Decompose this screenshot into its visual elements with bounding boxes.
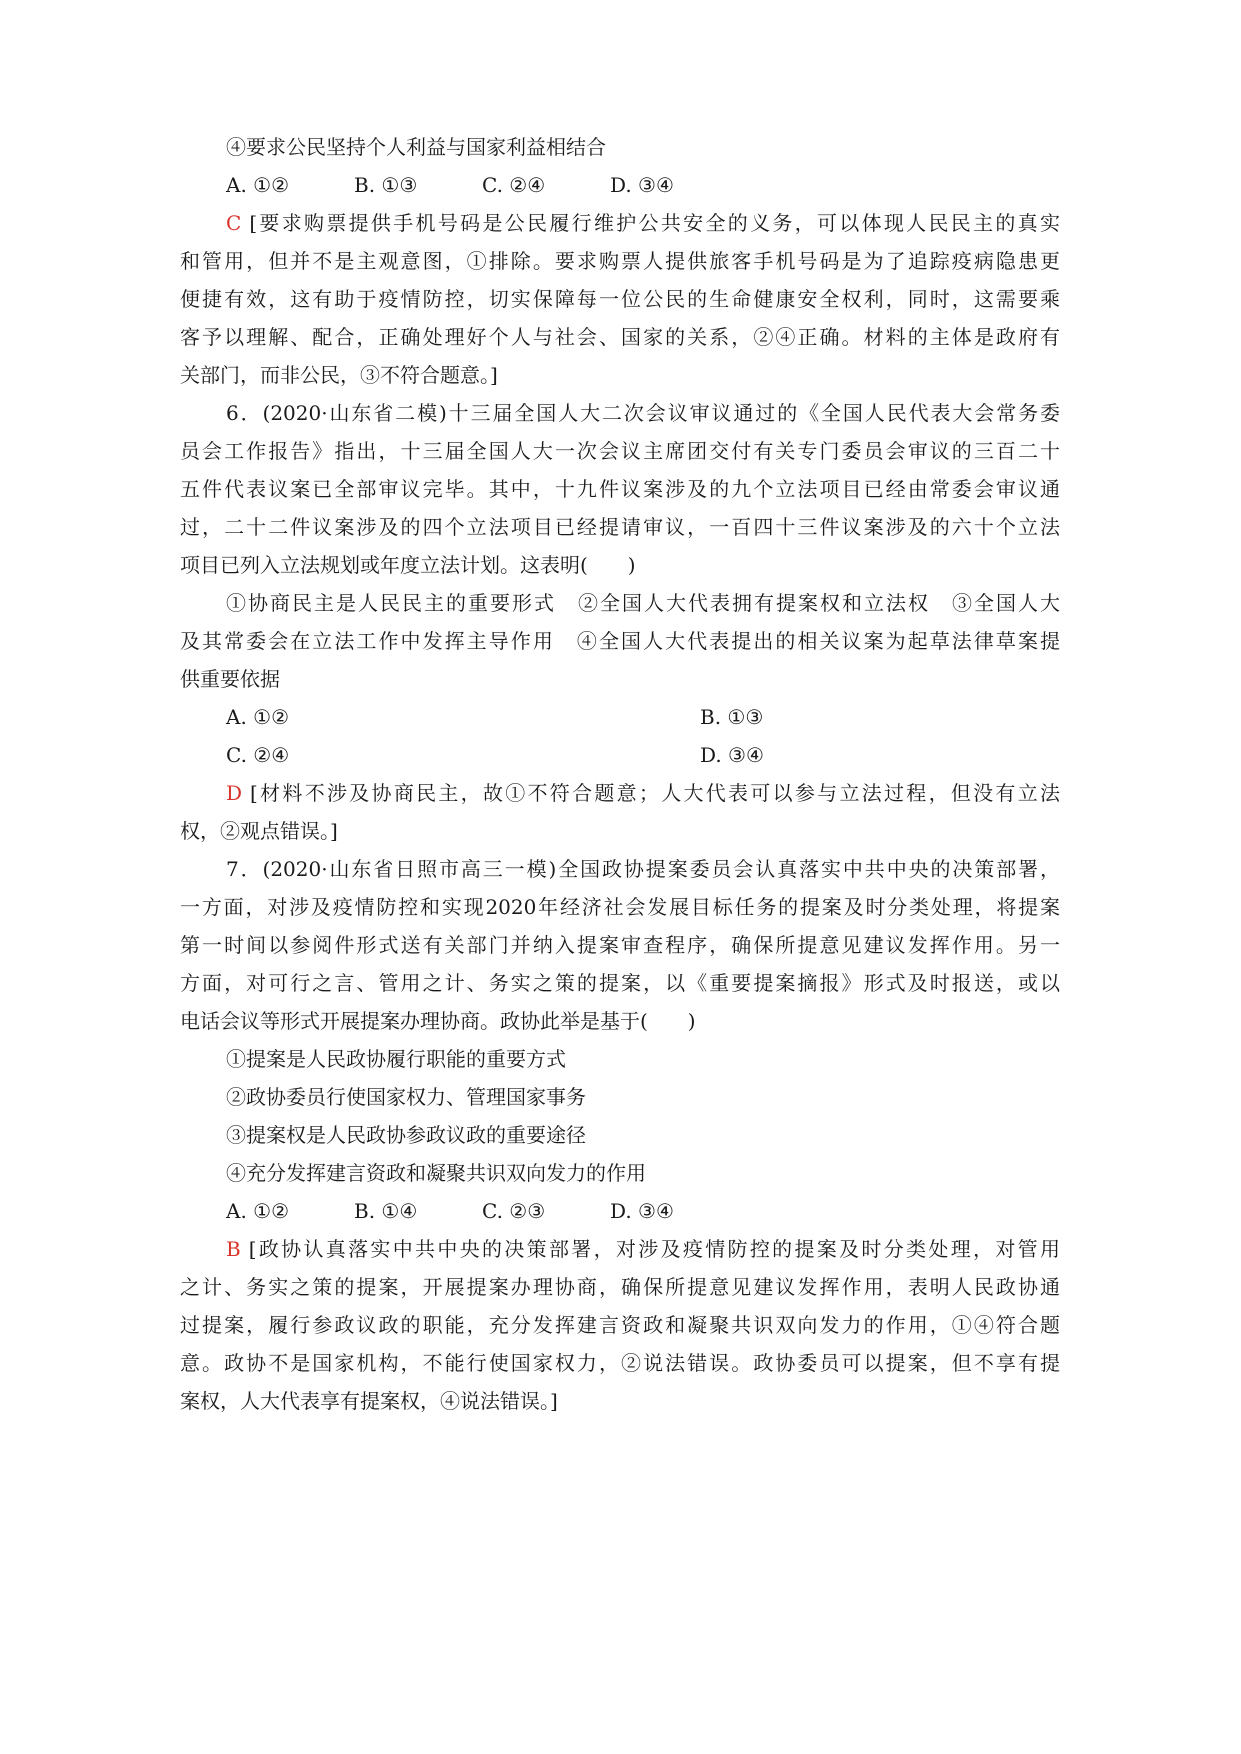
q7-stem-line-2: 一方面，对涉及疫情防控和实现2020年经济社会发展目标任务的提案及时分类处理，将提案 — [180, 895, 1060, 919]
q6-explanation-line-1: D [材料不涉及协商民主，故①不符合题意；人大代表可以参与立法过程，但没有立法 — [226, 781, 1060, 805]
q6-items-line-1: ①协商民主是人民民主的重要形式 ②全国人大代表拥有提案权和立法权 ③全国人大 — [226, 591, 1060, 615]
q7-explanation-line-2: 之计、务实之策的提案，开展提案办理协商，确保所提意见建议发挥作用，表明人民政协通 — [180, 1275, 1060, 1299]
q7-item-4: ④充分发挥建言资政和凝聚共识双向发力的作用 — [226, 1161, 646, 1185]
q7-option-a: A. ①② — [226, 1199, 290, 1223]
q5-item-4: ④要求公民坚持个人利益与国家利益相结合 — [226, 135, 606, 159]
q5-explanation-line-4: 客予以理解、配合，正确处理好个人与社会、国家的关系，②④正确。材料的主体是政府有 — [180, 325, 1060, 349]
q7-item-1: ①提案是人民政协履行职能的重要方式 — [226, 1047, 566, 1071]
q7-answer: B — [226, 1237, 241, 1261]
q5-answer: C — [226, 211, 242, 235]
q6-stem-line-2: 员会工作报告》指出，十三届全国人大一次会议主席团交付有关专门委员会审议的三百二十 — [180, 439, 1060, 463]
q5-explanation-line-5: 关部门，而非公民，③不符合题意。] — [180, 363, 498, 387]
q7-explanation-line-4: 意。政协不是国家机构，不能行使国家权力，②说法错误。政协委员可以提案，但不享有提 — [180, 1351, 1060, 1375]
q5-option-a: A. ①② — [226, 173, 290, 197]
q6-stem-line-5: 项目已列入立法规划或年度立法计划。这表明( ) — [180, 553, 636, 577]
q5-explanation-line-1: C [要求购票提供手机号码是公民履行维护公共安全的义务，可以体现人民民主的真实 — [226, 211, 1060, 235]
q6-stem-line-1: 6．(2020·山东省二模)十三届全国人大二次会议审议通过的《全国人民代表大会常务委 — [226, 401, 1060, 425]
q7-explanation-line-1: B [政协认真落实中共中央的决策部署，对涉及疫情防控的提案及时分类处理，对管用 — [226, 1237, 1060, 1261]
q7-item-2: ②政协委员行使国家权力、管理国家事务 — [226, 1085, 586, 1109]
q6-option-a: A. ①② — [226, 705, 290, 729]
q7-option-b: B. ①④ — [354, 1199, 418, 1223]
q6-items-line-2: 及其常委会在立法工作中发挥主导作用 ④全国人大代表提出的相关议案为起草法律草案提 — [180, 629, 1060, 653]
q6-option-c: C. ②④ — [226, 743, 290, 767]
q7-option-c: C. ②③ — [482, 1199, 546, 1223]
q7-stem-line-3: 第一时间以参阅件形式送有关部门并纳入提案审查程序，确保所提意见建议发挥作用。另一 — [180, 933, 1060, 957]
q7-stem-line-1: 7．(2020·山东省日照市高三一模)全国政协提案委员会认真落实中共中央的决策部署， — [226, 857, 1060, 881]
q7-option-d: D. ③④ — [610, 1199, 674, 1223]
q5-option-b: B. ①③ — [354, 173, 418, 197]
q6-answer: D — [226, 781, 243, 805]
q7-item-3: ③提案权是人民政协参政议政的重要途径 — [226, 1123, 586, 1147]
q5-option-c: C. ②④ — [482, 173, 546, 197]
q7-stem-line-4: 方面，对可行之言、管用之计、务实之策的提案，以《重要提案摘报》形式及时报送，或以 — [180, 971, 1060, 995]
q6-option-b: B. ①③ — [700, 705, 764, 729]
q5-explanation-line-2: 和管用，但并不是主观意图，①排除。要求购票人提供旅客手机号码是为了追踪疫病隐患更 — [180, 249, 1060, 273]
q6-explanation-line-2: 权，②观点错误。] — [180, 819, 338, 843]
q6-option-d: D. ③④ — [700, 743, 764, 767]
q5-option-d: D. ③④ — [610, 173, 674, 197]
q6-stem-line-3: 五件代表议案已全部审议完毕。其中，十九件议案涉及的九个立法项目已经由常委会审议通 — [180, 477, 1060, 501]
q7-stem-line-5: 电话会议等形式开展提案办理协商。政协此举是基于( ) — [180, 1009, 696, 1033]
q6-stem-line-4: 过，二十二件议案涉及的四个立法项目已经提请审议，一百四十三件议案涉及的六十个立法 — [180, 515, 1060, 539]
q5-explanation-line-3: 便捷有效，这有助于疫情防控，切实保障每一位公民的生命健康安全权利，同时，这需要乘 — [180, 287, 1060, 311]
q7-explanation-line-5: 案权，人大代表享有提案权，④说法错误。] — [180, 1389, 558, 1413]
q7-explanation-line-3: 过提案，履行参政议政的职能，充分发挥建言资政和凝聚共识双向发力的作用，①④符合题 — [180, 1313, 1060, 1337]
q6-items-line-3: 供重要依据 — [180, 667, 280, 691]
